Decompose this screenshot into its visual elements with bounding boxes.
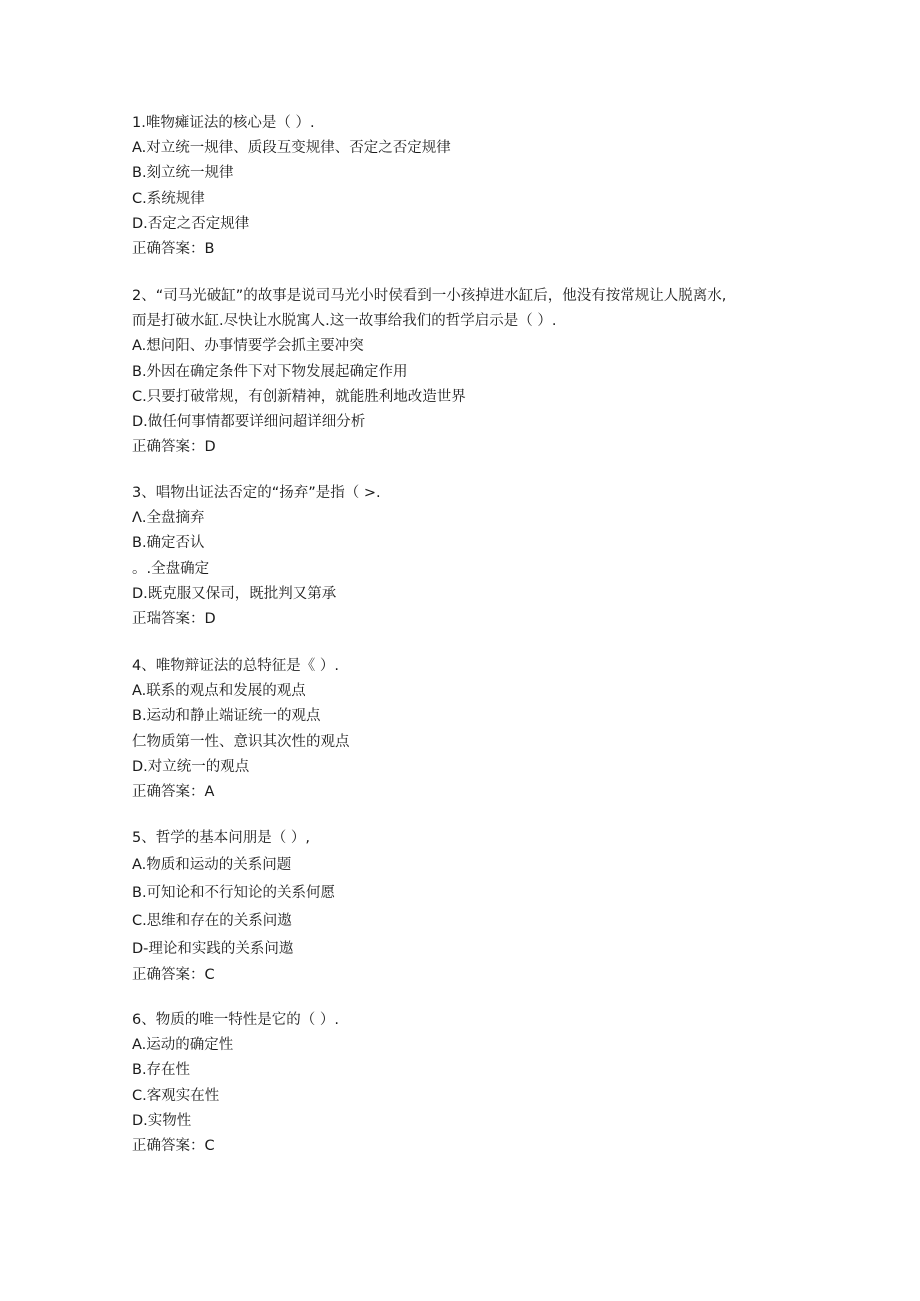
option-b: B.刻立统一规律 [132,165,234,182]
option-c: 仁物质第一性、意识其次性的观点 [132,733,350,750]
question-stem: 1.唯物瘫证法的核心是（ ）. [132,115,315,131]
answer: 正确答案：C [132,967,215,984]
option-c: C.客观实在性 [132,1087,220,1104]
answer: 正确答案：D [132,439,216,456]
option-a: A.物质和运动的关系问题 [132,857,292,874]
question-6 [132,1008,792,1159]
option-a: A.对立统一规律、质段互变规律、否定之否定规律 [132,140,451,157]
option-c: 。.全盘确定 [132,560,210,577]
question-3 [132,481,792,632]
question-4 [132,654,792,805]
answer: 正确答案：C [132,1137,215,1154]
answer: 正瑞答案：D [132,610,216,627]
answer: 正确答案：A [132,783,215,800]
question-5 [132,826,792,988]
question-stem: 6、物质的唯一特性是它的（ ）. [132,1012,339,1028]
question-stem: 3、唱物出证法否定的“扬弃”是指（ >. [132,485,381,501]
option-d: D.否定之否定规律 [132,215,250,232]
option-b: B.外因在确定条件下对下物发展起确定作用 [132,363,408,380]
question-stem: 5、哲学的基本问朋是（ ）, [132,830,310,846]
question-stem: 4、唯物辩证法的总特征是《 ）. [132,658,339,674]
option-d: D.对立统一的观点 [132,758,250,775]
option-a: A.想问阳、办事情要学会抓主要冲突 [132,338,364,355]
answer: 正确答案：B [132,240,215,257]
question-1 [132,111,792,262]
option-c: C.系统规律 [132,190,205,207]
option-b: B.可知论和不行知论的关系何愿 [132,885,336,902]
option-c: C.只要打破常规，有创新精神，就能胜利地改造世界 [132,388,466,405]
option-a: A.联系的观点和发展的观点 [132,683,306,700]
option-d: D.做任何事情都要详细问超详细分析 [132,413,366,430]
option-d: D.既克服又保司，既批判又第承 [132,585,337,602]
option-c: C.思维和存在的关系问遨 [132,913,292,930]
option-b: B.存在性 [132,1062,191,1079]
question-2 [132,284,792,460]
question-stem-line-2: 而是打破水缸.尽快让水脱寓人.这一故事给我们的哲学启示是（ ）. [132,313,557,330]
option-d: D-理论和实践的关系问遨 [132,941,294,958]
option-b: B.确定否认 [132,535,205,552]
question-stem-line-1: 2、“司马光破缸”的故事是说司马光小时侯看到一小孩掉进水缸后，他没有按常规让人脱离水, [132,288,727,304]
option-a: A.运动的确定性 [132,1037,234,1054]
option-a: Λ.全盘摘弃 [132,510,205,527]
option-d: D.实物性 [132,1112,192,1129]
option-b: B.运动和静止端证统一的观点 [132,708,321,725]
